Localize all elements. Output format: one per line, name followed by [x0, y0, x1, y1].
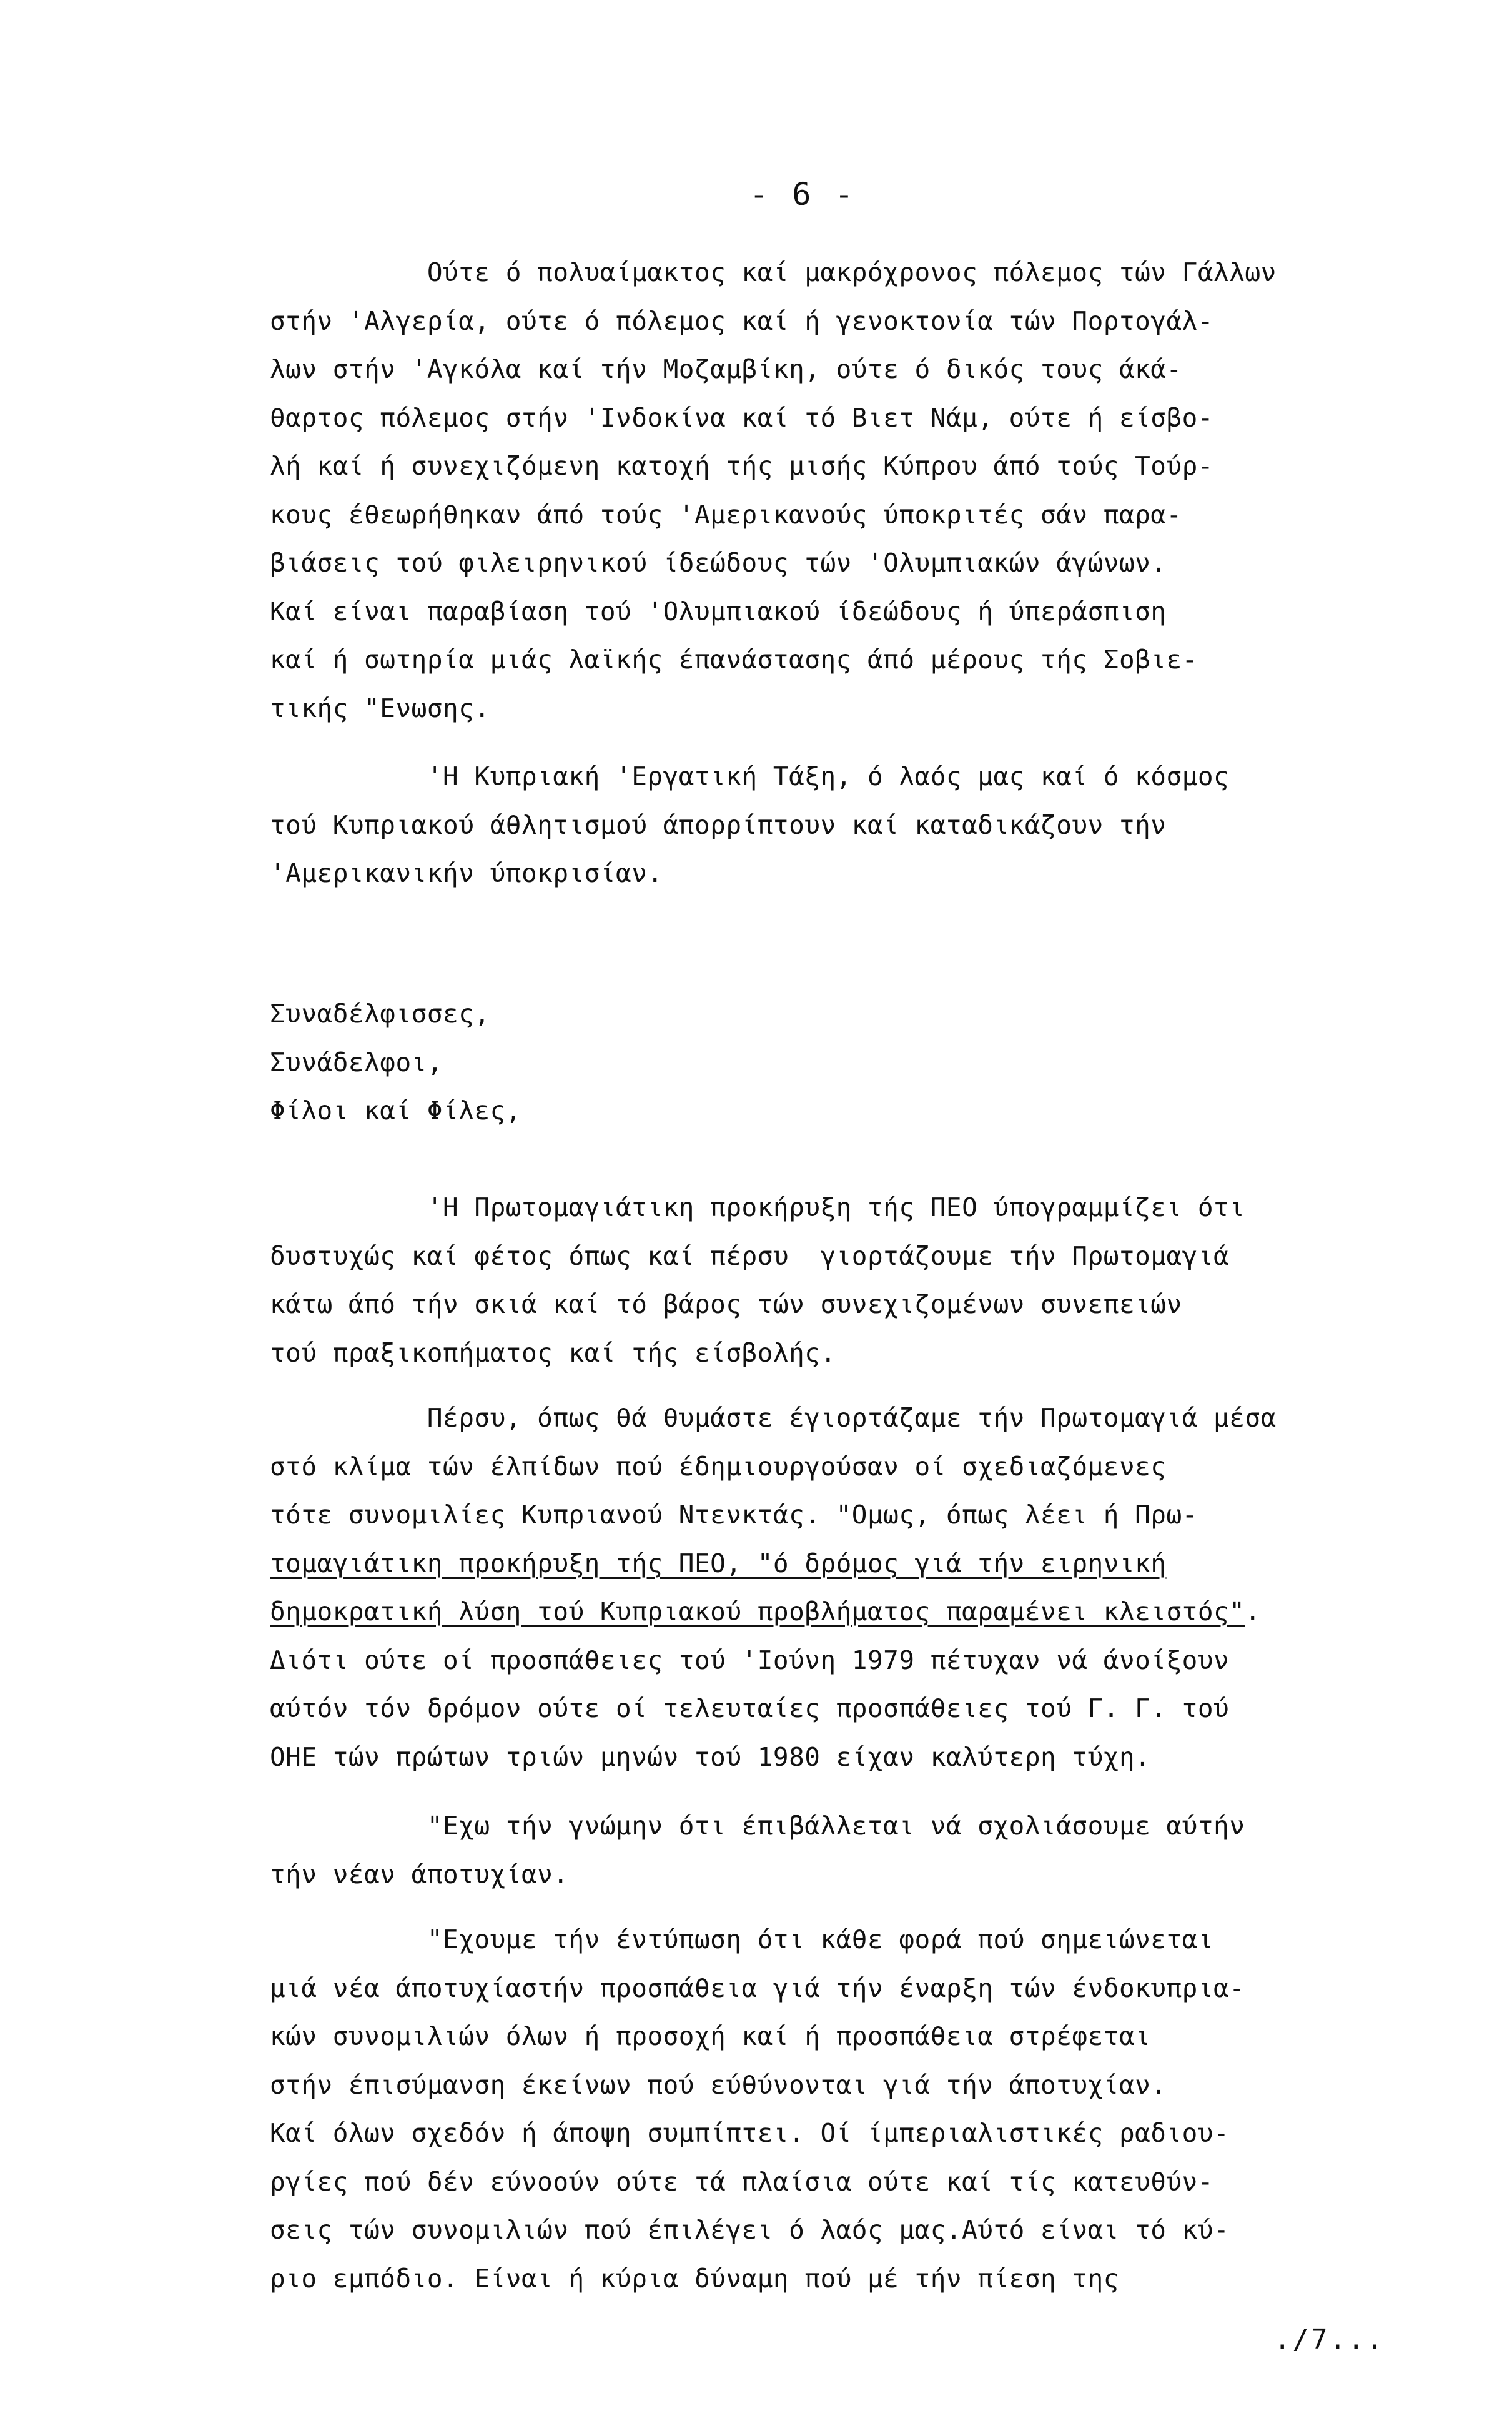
text-line: θαρτος πόλεμος στήν 'Ινδοκίνα καί τό Βιετ Νάμ, ούτε ή είσβο- [270, 402, 1214, 433]
text-line: μιά νέα άποτυχίαστήν προσπάθεια γιά τήν έναρξη τών ένδοκυπρια- [270, 1973, 1245, 2003]
text-line: λων στήν 'Αγκόλα καί τήν Μοζαμβίκη, ούτε ό δικός τους άκά- [270, 354, 1182, 384]
continuation-marker: ./7... [1274, 2324, 1385, 2355]
paragraph-may-day-proclamation [270, 1184, 1475, 1377]
text-line: κους έθεωρήθηκαν άπό τούς 'Αμερικανούς ύποκριτές σάν παρα- [270, 499, 1182, 530]
text-line: κάτω άπό τήν σκιά καί τό βάρος τών συνεχιζομένων συνεπειών [270, 1289, 1182, 1319]
page-number: - 6 - [749, 176, 856, 212]
text-line: ΟΗΕ τών πρώτων τριών μηνών τού 1980 είχαν καλύτερη τύχη. [270, 1741, 1151, 1772]
text-line: τού Κυπριακού άθλητισμού άπορρίπτουν καί καταδικάζουν τήν [270, 809, 1167, 840]
text-line: βιάσεις τού φιλειρηνικού ίδεώδους τών 'Ολυμπιακών άγώνων. [270, 548, 1167, 578]
text-line: Ούτε ό πολυαίμακτος καί μακρόχρονος πόλεμος τών Γάλλων [270, 257, 1277, 287]
text-line [270, 1588, 1475, 1636]
text-line: τικής "Ενωσης. [270, 693, 490, 723]
paragraph-impression [270, 1916, 1475, 2303]
paragraph-last-year [270, 1394, 1475, 1781]
text-line: ριο εμπόδιο. Είναι ή κύρια δύναμη πού μέ τήν πίεση της [270, 2263, 1119, 2294]
paragraph-opinion [270, 1802, 1475, 1899]
line-tail: . [1245, 1597, 1261, 1626]
paragraph-working-class [270, 753, 1475, 898]
text-line [270, 1540, 1475, 1588]
salutation-line: Συνάδελφοι, [270, 1047, 443, 1077]
text-line: αύτόν τόν δρόμον ούτε οί τελευταίες προσπάθειες τού Γ. Γ. τού [270, 1693, 1230, 1723]
text-line: Καί είναι παραβίαση τού 'Ολυμπιακού ίδεώδους ή ύπεράσπιση [270, 596, 1167, 626]
text-line: Καί όλων σχεδόν ή άποψη συμπίπτει. Οί ίμπεριαλιστικές ραδιου- [270, 2118, 1230, 2148]
text-line: λή καί ή συνεχιζόμενη κατοχή τής μισής Κύπρου άπό τούς Τούρ- [270, 451, 1214, 481]
text-line: δυστυχώς καί φέτος όπως καί πέρσυ γιορτάζουμε τήν Πρωτομαγιά [270, 1240, 1230, 1271]
text-line: 'Η Κυπριακή 'Εργατική Τάξη, ό λαός μας καί ό κόσμος [270, 761, 1230, 791]
salutation-line: Συναδέλφισσες, [270, 999, 490, 1029]
text-line: σεις τών συνομιλιών πού έπιλέγει ό λαός μας.Αύτό είναι τό κύ- [270, 2215, 1230, 2245]
text-line: στήν 'Αλγερία, ούτε ό πόλεμος καί ή γενοκτονία τών Πορτογάλ- [270, 305, 1214, 336]
underlined-quote: δημοκρατική λύση τού Κυπριακού προβλήματος παραμένει κλειστός" [270, 1597, 1245, 1626]
text-line: "Εχω τήν γνώμην ότι έπιβάλλεται νά σχολιάσουμε αύτήν [270, 1811, 1245, 1841]
text-line: Διότι ούτε οί προσπάθειες τού 'Ιούνη 1979 πέτυχαν νά άνοίξουν [270, 1645, 1230, 1675]
text-line: στό κλίμα τών έλπίδων πού έδημιουργούσαν οί σχεδιαζόμενες [270, 1451, 1167, 1482]
salutation [270, 990, 521, 1136]
text-line: ργίες πού δέν εύνοούν ούτε τά πλαίσια ούτε καί τίς κατευθύν- [270, 2166, 1214, 2197]
text-line: 'Αμερικανικήν ύποκρισίαν. [270, 858, 663, 888]
text-line: "Εχουμε τήν έντύπωση ότι κάθε φορά πού σημειώνεται [270, 1924, 1214, 1954]
paragraph-olympic-ideal [270, 249, 1475, 733]
salutation-line: Φίλοι καί Φίλες, [270, 1096, 521, 1126]
text-line: τού πραξικοπήματος καί τής είσβολής. [270, 1337, 836, 1368]
text-line: 'Η Πρωτομαγιάτικη προκήρυξη τής ΠΕΟ ύπογραμμίζει ότι [270, 1192, 1245, 1222]
text-line: Πέρσυ, όπως θά θυμάστε έγιορτάζαμε τήν Πρωτομαγιά μέσα [270, 1403, 1277, 1433]
text-line: στήν έπισύμανση έκείνων πού εύθύνονται γιά τήν άποτυχίαν. [270, 2069, 1167, 2100]
text-line: τότε συνομιλίες Κυπριανού Ντενκτάς. "Ομως, όπως λέει ή Πρω- [270, 1500, 1198, 1530]
text-line: τήν νέαν άποτυχίαν. [270, 1859, 569, 1889]
text-line: καί ή σωτηρία μιάς λαϊκής έπανάστασης άπό μέρους τής Σοβιε- [270, 645, 1198, 675]
text-line: κών συνομιλιών όλων ή προσοχή καί ή προσπάθεια στρέφεται [270, 2021, 1151, 2051]
underlined-quote: τομαγιάτικη προκήρυξη τής ΠΕΟ, "ό δρόμος γιά τήν ειρηνική [270, 1548, 1167, 1578]
